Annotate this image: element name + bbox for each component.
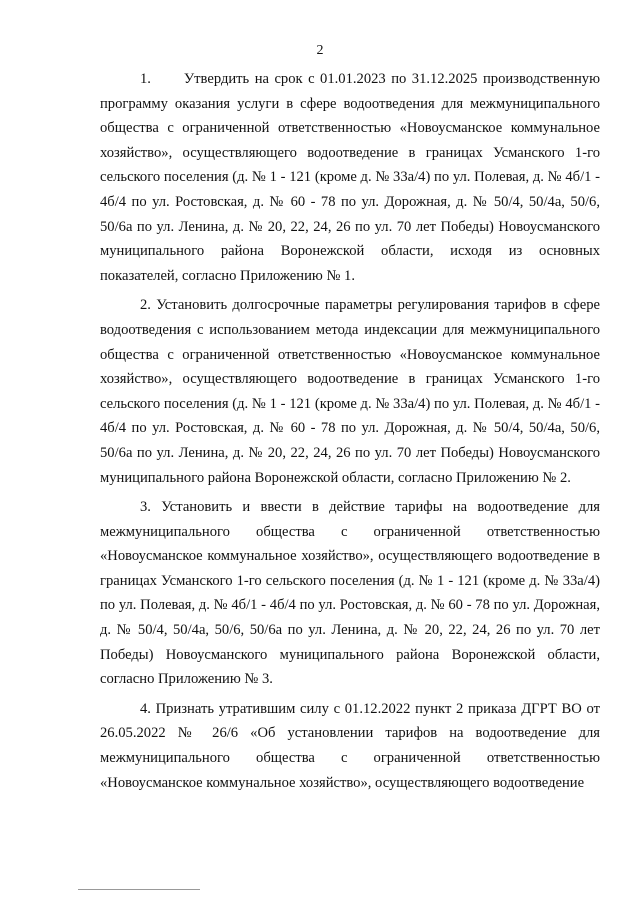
paragraph-2: 2. Установить долгосрочные параметры регулирования тарифов в сфере водоотведения с использованием метода индексации для межмуниципального общества с ограниченной ответственностью «Новоусманское коммунальное хозяйство», осуществляющего водоотведение в границах Усманского 1-го сельского поселения (д. № 1 - 121 (кроме д. № 33а/4) по ул. Полевая, д. № 4б/1 - 4б/4 по ул. Ростовская, д. № 60 - 78 по ул. Дорожная, д. № 50/4, 50/4а, 50/6, 50/6а по ул. Ленина, д. № 20, 22, 24, 26 по ул. 70 лет Победы) Новоусманского муниципального района Воронежской области, согласно Приложению № 2. xyxy=(100,297,600,486)
paragraph-4: 4. Признать утратившим силу с 01.12.2022 пункт 2 приказа ДГРТ ВО от 26.05.2022 № 26/6 «Об установлении тарифов на водоотведение для межмуниципального общества с ограниченной ответственностью «Новоусманское коммунальное хозяйство», осуществляющего водоотведение xyxy=(100,700,600,791)
paragraph-3: 3. Установить и ввести в действие тарифы на водоотведение для межмуниципального общества с ограниченной ответственностью «Новоусманское коммунальное хозяйство», осуществляющего водоотведение в границах Усманского 1-го сельского поселения (д. № 1 - 121 (кроме д. № 33а/4) по ул. Полевая, д. № 4б/1 - 4б/4 по ул. Ростовская, д. № 60 - 78 по ул. Дорожная, д. № 50/4, 50/4а, 50/6, 50/6а по ул. Ленина, д. № 20, 22, 24, 26 по ул. 70 лет Победы) Новоусманского муниципального района Воронежской области, согласно Приложению № 3. xyxy=(100,499,600,688)
paragraph-1: 1. Утвердить на срок с 01.01.2023 по 31.12.2025 производственную программу оказания услуги в сфере водоотведения для межмуниципального общества с ограниченной ответственностью «Новоусманское коммунальное хозяйство», осуществляющего водоотведение в границах Усманского 1-го сельского поселения (д. № 1 - 121 (кроме д. № 33а/4) по ул. Полевая, д. № 4б/1 - 4б/4 по ул. Ростовская, д. № 60 - 78 по ул. Дорожная, д. № 50/4, 50/4а, 50/6, 50/6а по ул. Ленина, д. № 20, 22, 24, 26 по ул. 70 лет Победы) Новоусманского муниципального района Воронежской области, исходя из основных показателей, согласно Приложению № 1. xyxy=(100,71,600,284)
document-body xyxy=(100,67,600,795)
page-number: 2 xyxy=(316,43,324,58)
page-bottom-rule xyxy=(78,889,200,890)
